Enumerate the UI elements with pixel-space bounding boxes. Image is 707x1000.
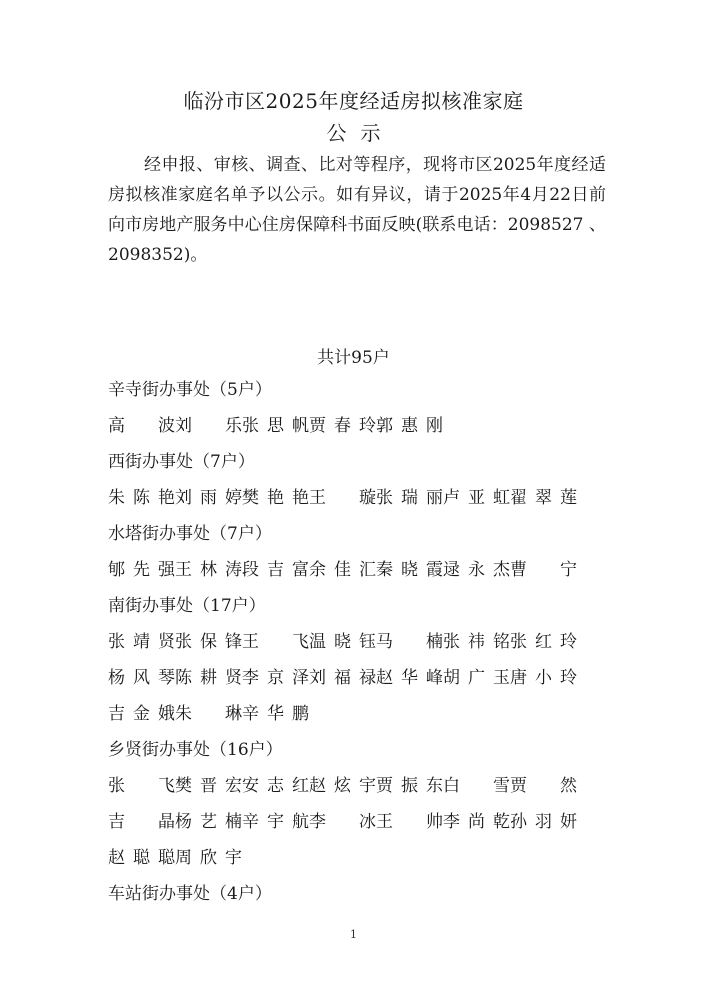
section-xijie bbox=[108, 450, 608, 510]
household-name: 张瑞丽 bbox=[376, 488, 443, 508]
household-name: 王 飞 bbox=[242, 632, 309, 652]
name-row bbox=[108, 810, 608, 834]
household-list bbox=[108, 378, 608, 918]
household-name: 刘雨婷 bbox=[175, 488, 242, 508]
name-row bbox=[108, 702, 608, 726]
household-name: 吉金娥 bbox=[108, 704, 175, 724]
section-header: 西街办事处（7户） bbox=[108, 452, 255, 472]
household-name: 余佳汇 bbox=[309, 560, 376, 580]
household-name: 陈耕贤 bbox=[175, 668, 242, 688]
household-name: 安志红 bbox=[242, 776, 309, 796]
household-name: 刘 乐 bbox=[175, 416, 242, 436]
household-name: 孙羽妍 bbox=[510, 812, 577, 832]
name-row bbox=[108, 666, 608, 690]
page-number: 1 bbox=[350, 928, 357, 941]
household-name: 王 璇 bbox=[309, 488, 376, 508]
household-name: 段吉富 bbox=[242, 560, 309, 580]
section-header: 辛寺街办事处（5户） bbox=[108, 380, 272, 400]
name-row bbox=[108, 414, 608, 438]
household-name: 李 冰 bbox=[309, 812, 376, 832]
household-name: 李尚乾 bbox=[443, 812, 510, 832]
household-name: 张 飞 bbox=[108, 776, 175, 796]
household-name: 刘福禄 bbox=[309, 668, 376, 688]
household-name: 胡广玉 bbox=[443, 668, 510, 688]
household-name: 秦晓霞 bbox=[376, 560, 443, 580]
household-name: 朱 琳 bbox=[175, 704, 242, 724]
household-name: 樊晋宏 bbox=[175, 776, 242, 796]
household-name: 曹 宁 bbox=[510, 560, 577, 580]
household-name: 张保锋 bbox=[175, 632, 242, 652]
name-row bbox=[108, 558, 608, 582]
household-name: 郭惠刚 bbox=[376, 416, 443, 436]
household-name: 马 楠 bbox=[376, 632, 443, 652]
household-name: 郇先强 bbox=[108, 560, 175, 580]
household-name: 赵聪聪 bbox=[108, 848, 175, 868]
household-name: 杨艺楠 bbox=[175, 812, 242, 832]
household-name: 唐小玲 bbox=[510, 668, 577, 688]
household-name: 贾春玲 bbox=[309, 416, 376, 436]
household-name: 高 波 bbox=[108, 416, 175, 436]
household-name: 张红玲 bbox=[510, 632, 577, 652]
name-row bbox=[108, 846, 608, 870]
section-chezhan bbox=[108, 882, 608, 906]
household-name: 逯永杰 bbox=[443, 560, 510, 580]
section-header: 南街办事处（17户） bbox=[108, 596, 266, 616]
household-name: 贾振东 bbox=[376, 776, 443, 796]
household-name: 翟翠莲 bbox=[510, 488, 577, 508]
household-name: 卢亚虹 bbox=[443, 488, 510, 508]
household-name: 白 雪 bbox=[443, 776, 510, 796]
section-xiangxian bbox=[108, 738, 608, 870]
household-name: 辛宇航 bbox=[242, 812, 309, 832]
household-name: 周欣宇 bbox=[175, 848, 242, 868]
household-name: 王 帅 bbox=[376, 812, 443, 832]
section-header: 水塔街办事处（7户） bbox=[108, 524, 272, 544]
household-name: 辛华鹏 bbox=[242, 704, 309, 724]
household-name: 朱陈艳 bbox=[108, 488, 175, 508]
household-name: 赵华峰 bbox=[376, 668, 443, 688]
household-name: 温晓钰 bbox=[309, 632, 376, 652]
household-name: 张祎铭 bbox=[443, 632, 510, 652]
household-name: 李京泽 bbox=[242, 668, 309, 688]
total-count: 共计95户 bbox=[317, 348, 390, 368]
household-name: 赵炫宇 bbox=[309, 776, 376, 796]
document-subtitle: 公示 bbox=[326, 121, 395, 145]
name-row bbox=[108, 630, 608, 654]
section-shuita bbox=[108, 522, 608, 582]
section-header: 车站街办事处（4户） bbox=[108, 884, 272, 904]
household-name: 吉 晶 bbox=[108, 812, 175, 832]
section-header: 乡贤街办事处（16户） bbox=[108, 740, 283, 760]
household-name: 张思帆 bbox=[242, 416, 309, 436]
household-name: 张靖贤 bbox=[108, 632, 175, 652]
household-name: 王林涛 bbox=[175, 560, 242, 580]
name-row bbox=[108, 486, 608, 510]
household-name: 贾 然 bbox=[510, 776, 577, 796]
household-name: 樊艳艳 bbox=[242, 488, 309, 508]
section-nanjie bbox=[108, 594, 608, 726]
document-title: 临汾市区2025年度经适房拟核准家庭 bbox=[183, 89, 524, 113]
intro-paragraph: 经申报、审核、调查、比对等程序，现将市区2025年度经适房拟核准家庭名单予以公示。如有异议，请于2025年4月22日前向市房地产服务中心住房保障科书面反映(联系电话：2098527 、2098352)。 bbox=[108, 155, 606, 265]
name-row bbox=[108, 774, 608, 798]
section-xinsi bbox=[108, 378, 608, 438]
household-name: 杨风琴 bbox=[108, 668, 175, 688]
